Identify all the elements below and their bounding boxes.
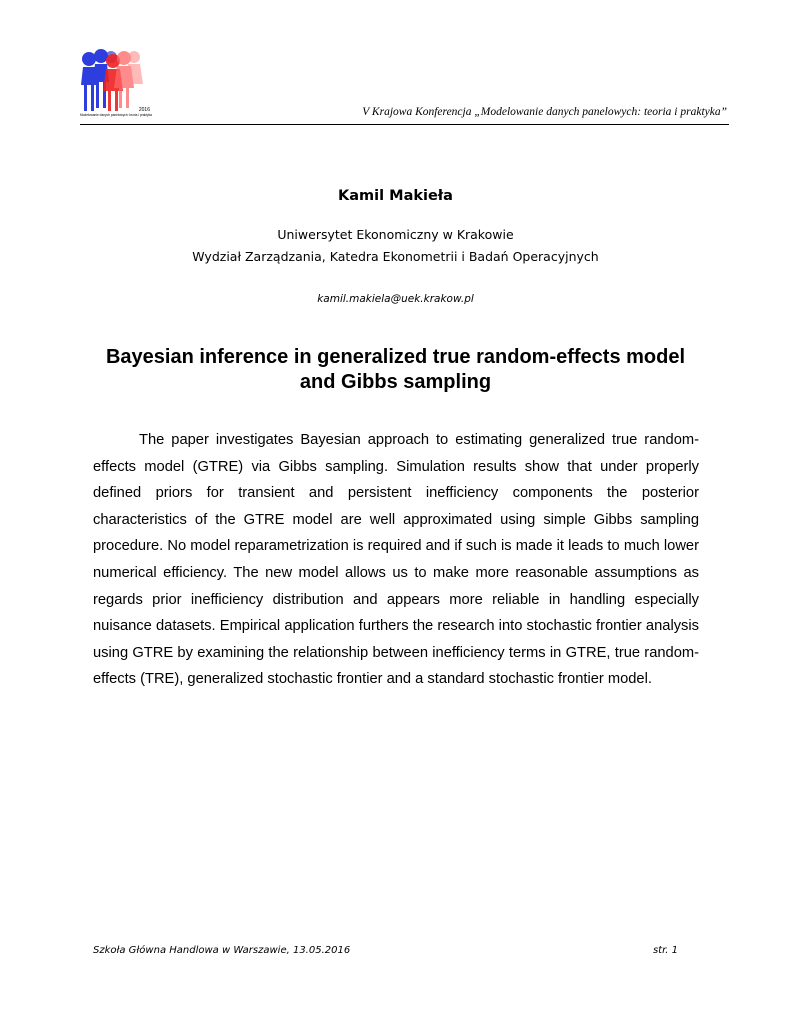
logo-year: 2016 — [138, 107, 150, 113]
author-email: kamil.makiela@uek.krakow.pl — [317, 293, 474, 305]
author-name: Kamil Makieła — [338, 188, 453, 204]
logo-caption: Modelowanie danych panelowych: teoria i praktyka — [80, 113, 152, 117]
footer-page-number: str. 1 — [652, 945, 678, 956]
conference-header: V Krajowa Konferencja „Modelowanie danych panelowych: teoria i praktyka” — [362, 106, 727, 118]
abstract-paragraph: The paper investigates Bayesian approach to estimating generalized true random-effects model (GTRE) via Gibbs sampling. Simulation results show that under properly defined priors for transient and persistent inefficiency components the posterior characteristics of the GTRE model are well approximated using simple Gibbs sampling procedure. No model reparametrization is required and if such is made it leads to much lower numerical efficiency. The new model allows us to make more reasonable assumptions as regards prior inefficiency distribution and appears more reliable in handling especially nuisance datasets. Empirical application furthers the research into stochastic frontier analysis using GTRE by examining the relationship between inefficiency terms in GTRE, true random-effects (TRE), generalized stochastic frontier and a standard stochastic frontier model. — [93, 432, 699, 688]
affiliation-department: Wydział Zarządzania, Katedra Ekonometrii i Badań Operacyjnych — [192, 249, 599, 264]
conference-logo — [80, 45, 162, 117]
paper-title — [0, 345, 791, 395]
footer-institution-date: Szkoła Główna Handlowa w Warszawie, 13.05.2016 — [93, 945, 351, 956]
affiliation-university: Uniwersytet Ekonomiczny w Krakowie — [277, 227, 514, 242]
paper-title-line-1: Bayesian inference in generalized true random-effects model — [105, 346, 686, 368]
header-divider — [80, 124, 729, 125]
paper-title-line-2: and Gibbs sampling — [299, 371, 492, 393]
people-figures-icon — [80, 45, 162, 115]
